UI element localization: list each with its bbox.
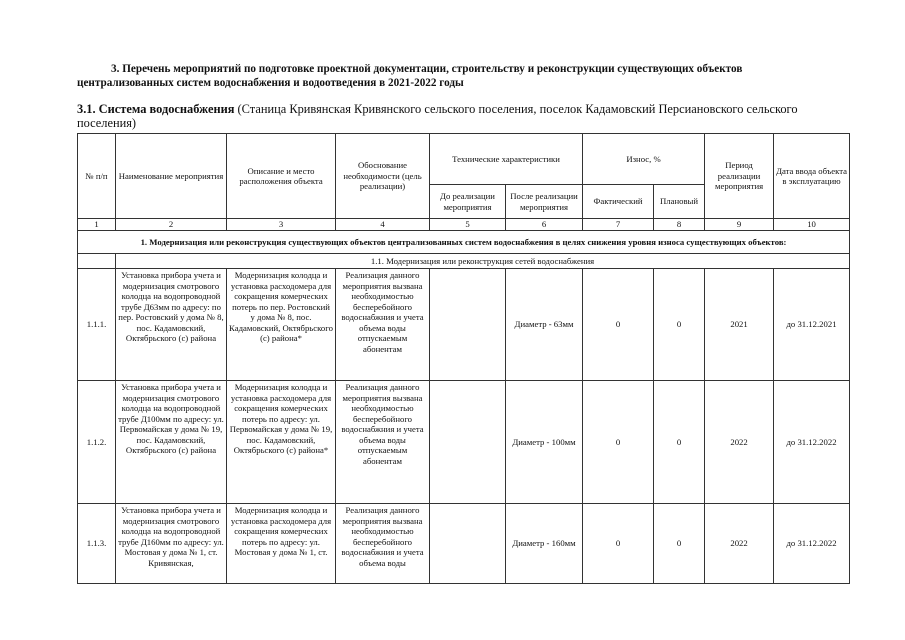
row-justification: Реализация данного мероприятия вызвана необходимостью бесперебойного водоснабжния и учета объема воды отпускаемым абонентам — [336, 269, 430, 381]
table-row — [78, 269, 850, 381]
row-num: 1.1.3. — [78, 504, 116, 584]
row-before — [430, 381, 506, 504]
row-name: Установка прибора учета и модернизация смотрового колодца на водопроводной трубе Д100мм по адресу: ул. Первомайская у дома № 19, пос. Кадамовский, Октябрьского (с) района — [116, 381, 227, 504]
row-name: Установка прибора учета и модернизация смотрового колодца на водопроводной трубе Д63мм по адресу: по пер. Ростовский у дома № 8, пос. Кадамовский, Октябрьского (с) района — [116, 269, 227, 381]
row-num: 1.1.1. — [78, 269, 116, 381]
header-location: Описание и место расположения объекта — [227, 134, 336, 219]
row-wear-actual: 0 — [583, 504, 654, 584]
row-wear-planned: 0 — [654, 269, 705, 381]
section-title: 1. Модернизация или реконструкция существующих объектов централизованных систем водоснабжения в целях снижения уровня износа существующих объектов: — [78, 231, 850, 254]
subsection-empty-cell — [78, 254, 116, 269]
header-name: Наименование мероприятия — [116, 134, 227, 219]
col-number: 1 — [78, 219, 116, 231]
subheading-bold: 3.1. Система водоснабжения — [77, 102, 235, 116]
col-number: 6 — [506, 219, 583, 231]
col-number: 9 — [705, 219, 774, 231]
table-header-row — [78, 134, 850, 185]
header-tech-after: После реализации мероприятия — [506, 185, 583, 219]
col-number: 2 — [116, 219, 227, 231]
row-commission: до 31.12.2021 — [774, 269, 850, 381]
col-number: 7 — [583, 219, 654, 231]
row-name: Установка прибора учета и модернизация смотрового колодца на водопроводной трубе Д160мм по адресу: ул. Мостовая у дома № 1, ст. Кривянская, — [116, 504, 227, 584]
row-location: Модернизация колодца и установка расходомера для сокращения комерческих потерь по адресу: ул. Мостовая у дома № 1, ст. — [227, 504, 336, 584]
row-num: 1.1.2. — [78, 381, 116, 504]
row-before — [430, 504, 506, 584]
col-number: 3 — [227, 219, 336, 231]
subheading-normal: (Станица Кривянская Кривянского сельского поселения, поселок Кадамовский Персиановского сельского поселения) — [77, 102, 798, 130]
header-commission: Дата ввода объекта в эксплуатацию — [774, 134, 850, 219]
header-wear: Износ, % — [583, 134, 705, 185]
col-number: 10 — [774, 219, 850, 231]
header-wear-actual: Фактический — [583, 185, 654, 219]
header-justification: Обоснование необходимости (цель реализации) — [336, 134, 430, 219]
subsection-row — [78, 254, 850, 269]
row-wear-actual: 0 — [583, 269, 654, 381]
row-location: Модернизация колодца и установка расходомера для сокращения комерческих потерь по адресу: ул. Первомайская у дома № 19, пос. Кадамовский, Октябрьского (с) района* — [227, 381, 336, 504]
document-heading — [77, 62, 847, 90]
row-location: Модернизация колодца и установка расходомера для сокращения комерческих потерь по пер. Ростовский у дома № 8, пос. Кадамовский, Октябрьского (с) района* — [227, 269, 336, 381]
heading-line-2: централизованных систем водоснабжения и водоотведения в 2021-2022 годы — [77, 77, 464, 89]
table-row — [78, 504, 850, 584]
row-wear-planned: 0 — [654, 504, 705, 584]
row-period: 2021 — [705, 269, 774, 381]
subsection-title: 1.1. Модернизация или реконструкция сетей водоснабжения — [116, 254, 850, 269]
row-commission: до 31.12.2022 — [774, 381, 850, 504]
row-wear-actual: 0 — [583, 381, 654, 504]
row-period: 2022 — [705, 504, 774, 584]
header-tech: Технические характеристики — [430, 134, 583, 185]
header-period: Период реализации мероприятия — [705, 134, 774, 219]
header-num: № п/п — [78, 134, 116, 219]
row-after: Диаметр - 63мм — [506, 269, 583, 381]
section-subheading — [77, 102, 847, 130]
col-number: 8 — [654, 219, 705, 231]
row-period: 2022 — [705, 381, 774, 504]
row-before — [430, 269, 506, 381]
row-wear-planned: 0 — [654, 381, 705, 504]
row-justification: Реализация данного мероприятия вызвана необходимостью бесперебойного водоснабжния и учета объема воды отпускаемым абонентам — [336, 381, 430, 504]
column-number-row — [78, 219, 850, 231]
row-commission: до 31.12.2022 — [774, 504, 850, 584]
heading-line-1: 3. Перечень мероприятий по подготовке проектной документации, строительству и реконструкции существующих объектов — [111, 63, 743, 75]
row-after: Диаметр - 160мм — [506, 504, 583, 584]
table-row — [78, 381, 850, 504]
section-row — [78, 231, 850, 254]
col-number: 4 — [336, 219, 430, 231]
col-number: 5 — [430, 219, 506, 231]
header-wear-planned: Плановый — [654, 185, 705, 219]
row-justification: Реализация данного мероприятия вызвана необходимостью бесперебойного водоснабжния и учета объема воды — [336, 504, 430, 584]
measures-table — [77, 133, 850, 584]
header-tech-before: До реализации мероприятия — [430, 185, 506, 219]
row-after: Диаметр - 100мм — [506, 381, 583, 504]
